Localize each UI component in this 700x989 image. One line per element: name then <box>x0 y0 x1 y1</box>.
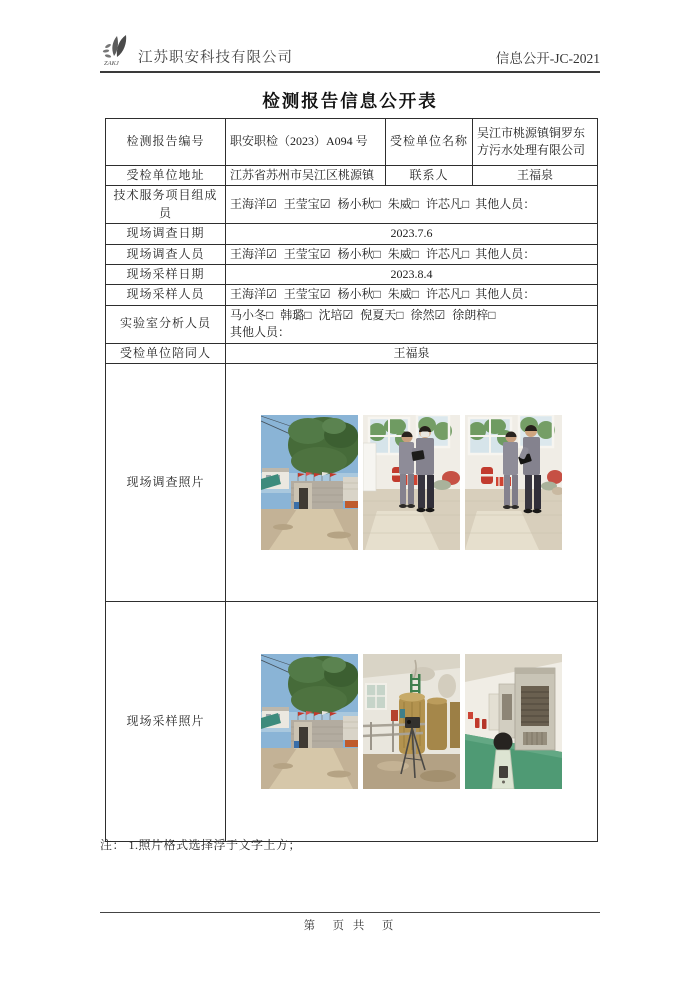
page-number-text: 第 页 共 页 <box>303 920 397 932</box>
survey-photo-2 <box>363 415 460 550</box>
company-logo-icon <box>100 34 136 68</box>
survey-photo-1 <box>261 415 358 550</box>
row-survey-photos <box>106 363 598 601</box>
row-survey-date <box>106 224 598 244</box>
logo-text: ZAKJ <box>104 60 119 67</box>
sampling-staff-other: 其他人员： <box>475 287 536 302</box>
contact-label: 联系人 <box>386 166 473 186</box>
sampling-date-value: 2023.8.4 <box>226 264 598 284</box>
unit-address-value: 江苏省苏州市吴江区桃源镇 <box>226 166 386 186</box>
sampling-photo-3 <box>465 654 562 789</box>
unit-name-label: 受检单位名称 <box>386 119 473 166</box>
unit-address-label: 受检单位地址 <box>106 166 226 186</box>
survey-photo-3 <box>465 415 562 550</box>
lab-staff-checklist: 马小冬□ 韩璐□ 沈培☑ 倪夏天□ 徐然☑ 徐朗梓□ <box>230 307 496 322</box>
page-footer <box>100 912 600 933</box>
unit-name-value: 吴江市桃源镇铜罗东方污水处理有限公司 <box>473 119 598 166</box>
sampling-photos-cell <box>226 601 598 841</box>
brand <box>100 34 293 68</box>
escort-value: 王福泉 <box>226 343 598 363</box>
project-team-value <box>226 186 598 224</box>
page-title: 检测报告信息公开表 <box>262 91 438 111</box>
project-team-other: 其他人员： <box>475 197 536 212</box>
lab-staff-other: 其他人员： <box>230 325 291 340</box>
row-unit-address <box>106 166 598 186</box>
row-lab-staff <box>106 305 598 343</box>
survey-photos-label: 现场调查照片 <box>106 363 226 601</box>
report-no-value: 职安职检（2023）A094 号 <box>226 119 386 166</box>
sampling-staff-value <box>226 285 598 305</box>
contact-value: 王福泉 <box>473 166 598 186</box>
project-team-checklist: 王海洋☑ 王莹宝☑ 杨小秋□ 朱威□ 许芯凡□ <box>230 197 470 212</box>
sampling-staff-label: 现场采样人员 <box>106 285 226 305</box>
survey-staff-other: 其他人员： <box>475 246 536 261</box>
sampling-date-label: 现场采样日期 <box>106 264 226 284</box>
sampling-photo-strip <box>230 654 593 789</box>
survey-staff-label: 现场调查人员 <box>106 244 226 264</box>
report-no-label: 检测报告编号 <box>106 119 226 166</box>
sampling-staff-checklist: 王海洋☑ 王莹宝☑ 杨小秋□ 朱威□ 许芯凡□ <box>230 287 470 302</box>
survey-staff-value <box>226 244 598 264</box>
company-name: 江苏职安科技有限公司 <box>138 50 293 66</box>
doc-code: 信息公开-JC-2021 <box>495 51 600 66</box>
row-survey-staff <box>106 244 598 264</box>
sampling-photo-1 <box>261 654 358 789</box>
row-report-no <box>106 119 598 166</box>
project-team-label: 技术服务项目组成员 <box>106 186 226 224</box>
row-sampling-photos <box>106 601 598 841</box>
escort-label: 受检单位陪同人 <box>106 343 226 363</box>
row-escort <box>106 343 598 363</box>
survey-date-label: 现场调查日期 <box>106 224 226 244</box>
footnote: 注： 1.照片格式选择浮于文字上方； <box>100 838 302 852</box>
survey-date-value: 2023.7.6 <box>226 224 598 244</box>
lab-staff-value <box>226 305 598 343</box>
survey-photos-cell <box>226 363 598 601</box>
survey-staff-checklist: 王海洋☑ 王莹宝☑ 杨小秋□ 朱威□ 许芯凡□ <box>230 246 470 261</box>
lab-staff-label: 实验室分析人员 <box>106 305 226 343</box>
info-table <box>105 118 598 842</box>
row-sampling-date <box>106 264 598 284</box>
row-sampling-staff <box>106 285 598 305</box>
page-header <box>100 28 600 73</box>
sampling-photo-2 <box>363 654 460 789</box>
row-project-team <box>106 186 598 224</box>
survey-photo-strip <box>230 415 593 550</box>
sampling-photos-label: 现场采样照片 <box>106 601 226 841</box>
info-table-wrap <box>105 118 598 842</box>
